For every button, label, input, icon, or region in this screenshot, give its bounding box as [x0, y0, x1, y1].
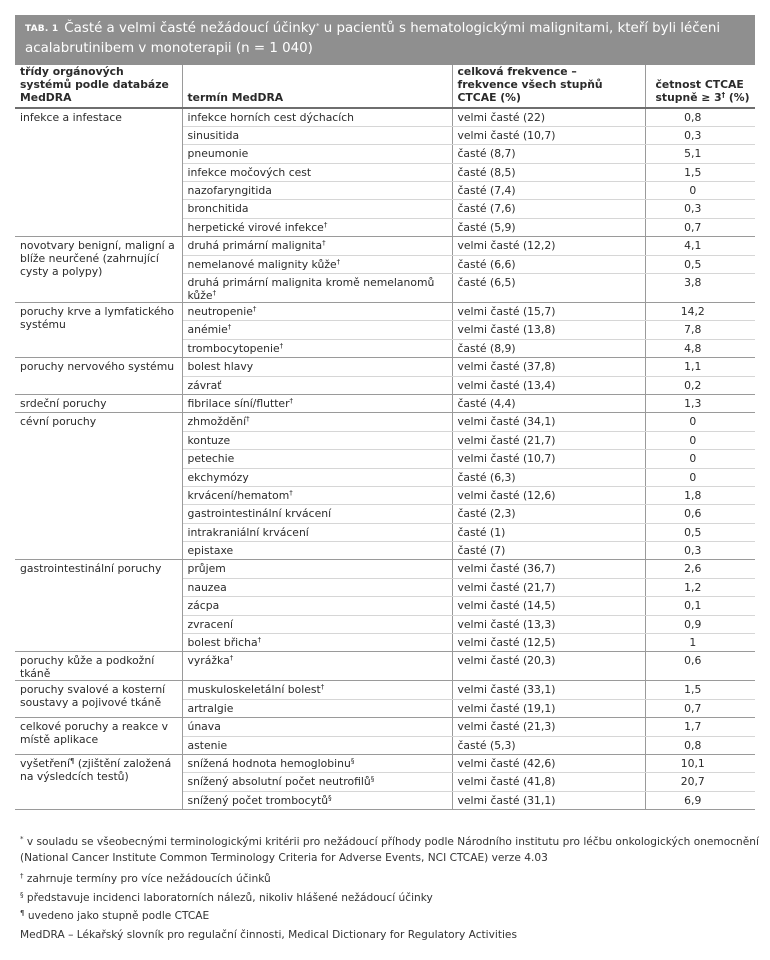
- meddra-term-cell: sinusitida: [182, 126, 452, 144]
- grade3-rate-cell: 10,1: [645, 755, 755, 773]
- footnote: * v souladu se všeobecnými terminologickými kritérii pro nežádoucí příhody podle Národního institutu pro léčbu onkologických onemocnění (National Cancer Institute Common Terminology Criteria for Adverse Events, NCI CTCAE) verze 4.03: [20, 835, 759, 864]
- grade3-rate-cell: 1: [645, 634, 755, 652]
- table-tag: TAB. 1: [25, 24, 59, 34]
- grade3-rate-cell: 5,1: [645, 145, 755, 163]
- frequency-cell: časté (6,6): [452, 255, 645, 273]
- frequency-cell: velmi časté (10,7): [452, 126, 645, 144]
- grade3-rate-cell: 0,8: [645, 108, 755, 126]
- frequency-cell: velmi časté (19,1): [452, 699, 645, 717]
- frequency-cell: velmi časté (33,1): [452, 681, 645, 699]
- frequency-cell: časté (1): [452, 523, 645, 541]
- grade3-rate-cell: 14,2: [645, 303, 755, 321]
- grade3-rate-cell: 6,9: [645, 791, 755, 809]
- meddra-term-cell: druhá primární malignita†: [182, 237, 452, 255]
- frequency-cell: časté (8,7): [452, 145, 645, 163]
- meddra-term-cell: nemelanové malignity kůže†: [182, 255, 452, 273]
- grade3-rate-cell: 0,3: [645, 542, 755, 560]
- frequency-cell: velmi časté (13,3): [452, 615, 645, 633]
- meddra-term-cell: nazofaryngitida: [182, 182, 452, 200]
- grade3-rate-cell: 0,2: [645, 376, 755, 394]
- table-row: [15, 108, 755, 126]
- grade3-rate-cell: 20,7: [645, 773, 755, 791]
- grade3-rate-cell: 0,6: [645, 505, 755, 523]
- table-row: [15, 755, 755, 773]
- frequency-cell: časté (2,3): [452, 505, 645, 523]
- organ-system-cell: poruchy nervového systému: [15, 358, 182, 395]
- meddra-term-cell: snížený počet trombocytů§: [182, 791, 452, 809]
- frequency-cell: velmi časté (41,8): [452, 773, 645, 791]
- footnote: MedDRA – Lékařský slovník pro regulační činnosti, Medical Dictionary for Regulatory Activities: [20, 928, 517, 941]
- meddra-term-cell: bolest hlavy: [182, 358, 452, 376]
- column-header-term: termín MedDRA: [182, 65, 452, 108]
- grade3-rate-cell: 1,5: [645, 681, 755, 699]
- meddra-term-cell: astenie: [182, 736, 452, 754]
- meddra-term-cell: infekce močových cest: [182, 163, 452, 181]
- meddra-term-cell: ekchymózy: [182, 468, 452, 486]
- frequency-cell: časté (7): [452, 542, 645, 560]
- frequency-cell: velmi časté (21,7): [452, 431, 645, 449]
- grade3-rate-cell: 1,7: [645, 718, 755, 736]
- meddra-term-cell: gastrointestinální krvácení: [182, 505, 452, 523]
- meddra-term-cell: vyrážka†: [182, 652, 452, 681]
- frequency-cell: časté (8,9): [452, 339, 645, 357]
- grade3-rate-cell: 0,5: [645, 523, 755, 541]
- grade3-rate-cell: 0: [645, 182, 755, 200]
- frequency-cell: velmi časté (42,6): [452, 755, 645, 773]
- frequency-cell: časté (7,4): [452, 182, 645, 200]
- meddra-term-cell: bronchitida: [182, 200, 452, 218]
- footnote: † zahrnuje termíny pro více nežádoucích účinků: [20, 872, 271, 885]
- meddra-term-cell: anémie†: [182, 321, 452, 339]
- frequency-cell: velmi časté (12,6): [452, 486, 645, 504]
- footnote: ¶ uvedeno jako stupně podle CTCAE: [20, 909, 210, 922]
- meddra-term-cell: závrať: [182, 376, 452, 394]
- frequency-cell: velmi časté (20,3): [452, 652, 645, 681]
- table-body: [15, 108, 755, 810]
- frequency-cell: časté (5,3): [452, 736, 645, 754]
- table-row: [15, 718, 755, 736]
- meddra-term-cell: epistaxe: [182, 542, 452, 560]
- grade3-rate-cell: 0: [645, 450, 755, 468]
- frequency-cell: velmi časté (22): [452, 108, 645, 126]
- table-row: [15, 560, 755, 578]
- organ-system-cell: infekce a infestace: [15, 108, 182, 237]
- grade3-rate-cell: 1,2: [645, 578, 755, 596]
- meddra-term-cell: pneumonie: [182, 145, 452, 163]
- frequency-cell: časté (4,4): [452, 394, 645, 412]
- meddra-term-cell: herpetické virové infekce†: [182, 218, 452, 236]
- organ-system-cell: novotvary benigní, maligní a blíže neurčené (zahrnující cysty a polypy): [15, 237, 182, 303]
- grade3-rate-cell: 1,5: [645, 163, 755, 181]
- organ-system-cell: cévní poruchy: [15, 413, 182, 560]
- frequency-cell: časté (6,5): [452, 274, 645, 303]
- meddra-term-cell: zácpa: [182, 597, 452, 615]
- frequency-cell: časté (7,6): [452, 200, 645, 218]
- meddra-term-cell: krvácení/hematom†: [182, 486, 452, 504]
- meddra-term-cell: kontuze: [182, 431, 452, 449]
- grade3-rate-cell: 4,8: [645, 339, 755, 357]
- grade3-rate-cell: 0,7: [645, 699, 755, 717]
- frequency-cell: velmi časté (34,1): [452, 413, 645, 431]
- frequency-cell: časté (8,5): [452, 163, 645, 181]
- grade3-rate-cell: 0,6: [645, 652, 755, 681]
- organ-system-cell: poruchy krve a lymfatického systému: [15, 303, 182, 358]
- meddra-term-cell: zhmoždění†: [182, 413, 452, 431]
- meddra-term-cell: muskuloskeletální bolest†: [182, 681, 452, 699]
- grade3-rate-cell: 0,3: [645, 126, 755, 144]
- grade3-rate-cell: 0: [645, 413, 755, 431]
- meddra-term-cell: únava: [182, 718, 452, 736]
- grade3-rate-cell: 0,7: [645, 218, 755, 236]
- grade3-rate-cell: 7,8: [645, 321, 755, 339]
- frequency-cell: velmi časté (12,5): [452, 634, 645, 652]
- grade3-rate-cell: 2,6: [645, 560, 755, 578]
- meddra-term-cell: infekce horních cest dýchacích: [182, 108, 452, 126]
- meddra-term-cell: trombocytopenie†: [182, 339, 452, 357]
- table-row: [15, 358, 755, 376]
- meddra-term-cell: průjem: [182, 560, 452, 578]
- table-row: [15, 413, 755, 431]
- meddra-term-cell: neutropenie†: [182, 303, 452, 321]
- table-caption: [15, 15, 755, 65]
- frequency-cell: velmi časté (15,7): [452, 303, 645, 321]
- frequency-cell: velmi časté (13,4): [452, 376, 645, 394]
- frequency-cell: velmi časté (21,3): [452, 718, 645, 736]
- frequency-cell: velmi časté (36,7): [452, 560, 645, 578]
- table-header-row: [15, 65, 755, 108]
- meddra-term-cell: druhá primární malignita kromě nemelanomů kůže†: [182, 274, 452, 303]
- table-row: [15, 394, 755, 412]
- organ-system-cell: poruchy kůže a podkožní tkáně: [15, 652, 182, 681]
- organ-system-cell: gastrointestinální poruchy: [15, 560, 182, 652]
- grade3-rate-cell: 0,9: [645, 615, 755, 633]
- table-row: [15, 303, 755, 321]
- frequency-cell: velmi časté (14,5): [452, 597, 645, 615]
- meddra-term-cell: nauzea: [182, 578, 452, 596]
- meddra-term-cell: zvracení: [182, 615, 452, 633]
- frequency-cell: velmi časté (37,8): [452, 358, 645, 376]
- frequency-cell: časté (6,3): [452, 468, 645, 486]
- meddra-term-cell: snížený absolutní počet neutrofilů§: [182, 773, 452, 791]
- organ-system-cell: poruchy svalové a kosterní soustavy a pojivové tkáně: [15, 681, 182, 718]
- adverse-effects-table: [15, 65, 755, 810]
- meddra-term-cell: fibrilace síní/flutter†: [182, 394, 452, 412]
- meddra-term-cell: snížená hodnota hemoglobinu§: [182, 755, 452, 773]
- frequency-cell: časté (5,9): [452, 218, 645, 236]
- footnotes: [20, 834, 760, 944]
- frequency-cell: velmi časté (31,1): [452, 791, 645, 809]
- column-header-frequency: celková frekvence – frekvence všech stupňů CTCAE (%): [452, 65, 645, 108]
- frequency-cell: velmi časté (21,7): [452, 578, 645, 596]
- footnote: § představuje incidenci laboratorních nálezů, nikoliv hlášené nežádoucí účinky: [20, 890, 433, 904]
- grade3-rate-cell: 3,8: [645, 274, 755, 303]
- grade3-rate-cell: 1,8: [645, 486, 755, 504]
- meddra-term-cell: bolest břicha†: [182, 634, 452, 652]
- organ-system-cell: srdeční poruchy: [15, 394, 182, 412]
- organ-system-cell: celkové poruchy a reakce v místě aplikace: [15, 718, 182, 755]
- grade3-rate-cell: 0: [645, 431, 755, 449]
- grade3-rate-cell: 0,5: [645, 255, 755, 273]
- frequency-cell: velmi časté (10,7): [452, 450, 645, 468]
- grade3-rate-cell: 0: [645, 468, 755, 486]
- grade3-rate-cell: 0,1: [645, 597, 755, 615]
- grade3-rate-cell: 4,1: [645, 237, 755, 255]
- table-row: [15, 652, 755, 681]
- organ-system-cell: vyšetření¶ (zjištění založená na výsledcích testů): [15, 755, 182, 810]
- grade3-rate-cell: 0,8: [645, 736, 755, 754]
- grade3-rate-cell: 1,1: [645, 358, 755, 376]
- frequency-cell: velmi časté (13,8): [452, 321, 645, 339]
- meddra-term-cell: artralgie: [182, 699, 452, 717]
- table-row: [15, 237, 755, 255]
- meddra-term-cell: intrakraniální krvácení: [182, 523, 452, 541]
- grade3-rate-cell: 1,3: [645, 394, 755, 412]
- frequency-cell: velmi časté (12,2): [452, 237, 645, 255]
- column-header-system: třídy orgánových systémů podle databáze MedDRA: [15, 65, 182, 108]
- column-header-grade: četnost CTCAE stupně ≥ 3† (%): [645, 65, 755, 108]
- table-row: [15, 681, 755, 699]
- table-title: Časté a velmi časté nežádoucí účinky* u pacientů s hematologickými malignitami, kteří byli léčeni acalabrutinibem v monoterapii (n = 1 040): [25, 21, 721, 56]
- meddra-term-cell: petechie: [182, 450, 452, 468]
- grade3-rate-cell: 0,3: [645, 200, 755, 218]
